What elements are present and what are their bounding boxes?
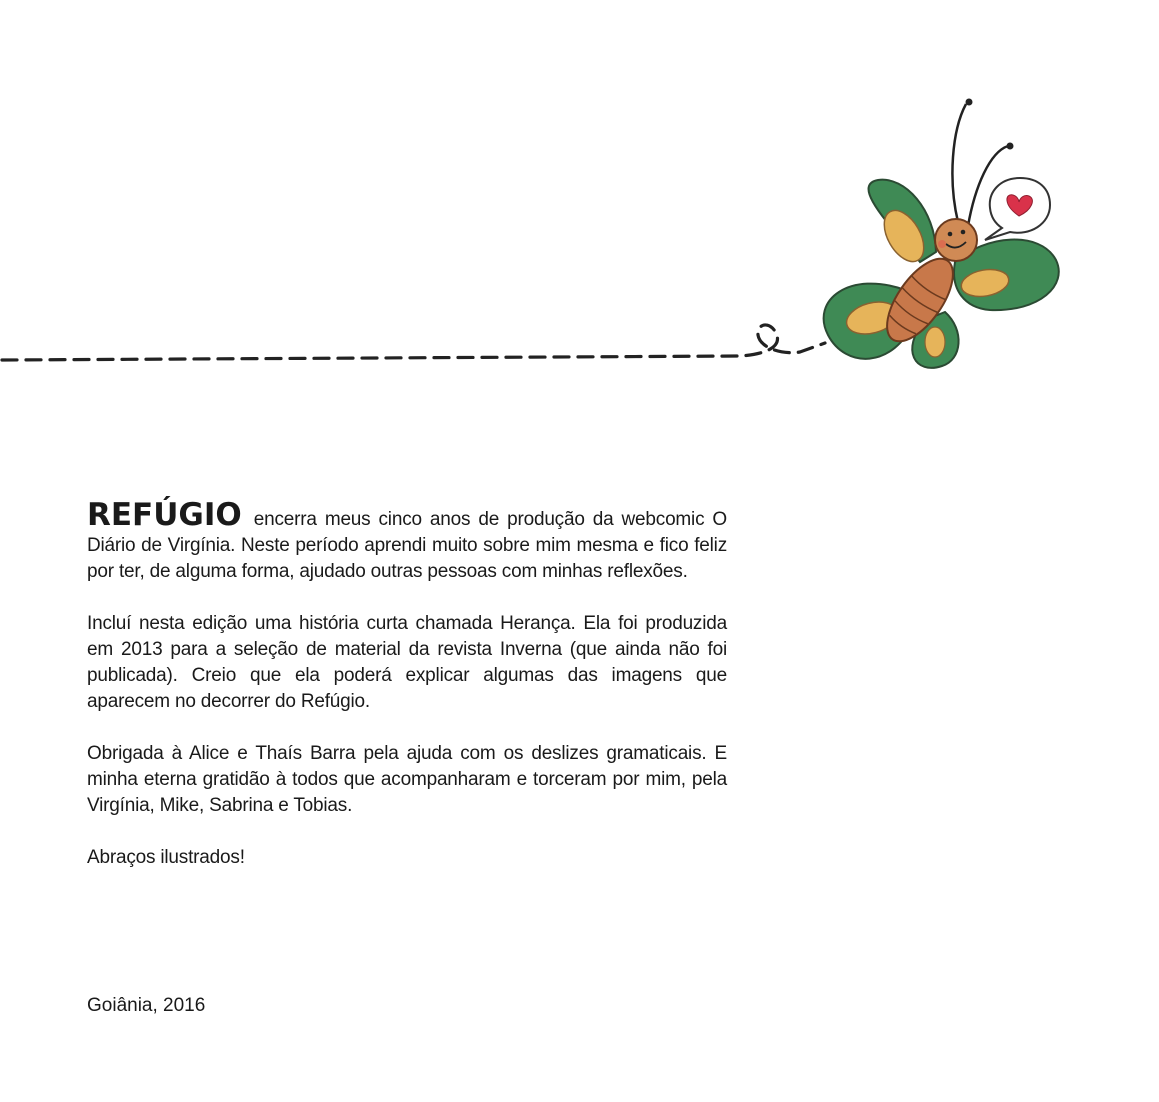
paragraph-2: Incluí nesta edição uma história curta chamada Herança. Ela foi produzida em 2013 para a seleção de material da revista Inverna (que ainda não foi publicada). Creio que ela poderá explicar algumas das imagens que aparecem no decorrer do Refúgio.: [87, 613, 727, 712]
paragraph-1: [87, 497, 727, 585]
closing-line: Abraços ilustrados!: [87, 847, 245, 868]
paragraph-1-text: encerra meus cinco anos de produção da webcomic O Diário de Virgínia. Neste período aprendi muito sobre mim mesma e fico feliz por ter, de alguma forma, ajudado outras pessoas com minhas reflexões.: [87, 509, 727, 582]
butterfly-illustration: [0, 0, 1159, 420]
heart-speech-bubble-icon: [985, 178, 1050, 240]
paragraph-3: Obrigada à Alice e Thaís Barra pela ajuda com os deslizes gramaticais. E minha eterna gratidão à todos que acompanharam e torceram por mim, pela Virgínia, Mike, Sabrina e Tobias.: [87, 743, 727, 816]
title-word: REFÚGIO: [87, 497, 242, 533]
preface-text: [87, 497, 727, 897]
dashed-flight-trail: [2, 325, 825, 360]
place-date: Goiânia, 2016: [87, 995, 206, 1016]
